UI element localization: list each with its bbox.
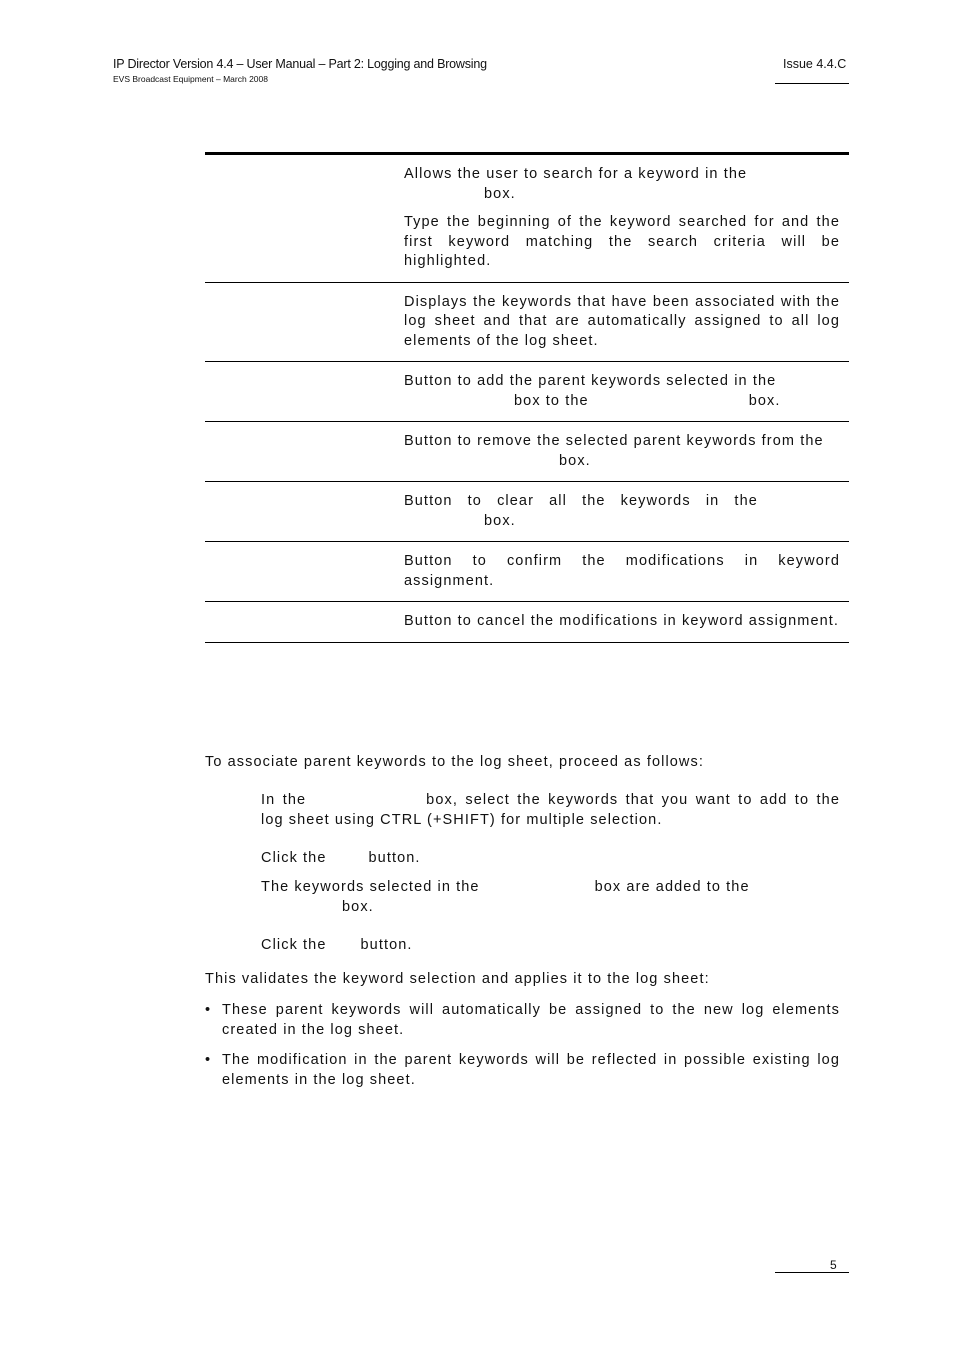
table-row bbox=[205, 283, 849, 363]
table-row bbox=[205, 482, 849, 542]
row-description: Button to add the parent keywords selected in the box to the box. bbox=[404, 373, 781, 409]
list-item: • These parent keywords will automatically be assigned to the new log elements created in the log sheet. bbox=[205, 1001, 840, 1040]
procedure-validates: This validates the keyword selection and applies it to the log sheet: bbox=[205, 971, 710, 987]
row-description: Button to cancel the modifications in keyword assignment. bbox=[404, 613, 840, 629]
bullet-icon: • bbox=[205, 1002, 212, 1018]
header-issue: Issue 4.4.C bbox=[783, 57, 847, 71]
table-row bbox=[205, 602, 849, 643]
procedure-step-3: The keywords selected in the box are added to the box. bbox=[261, 879, 750, 915]
table-row bbox=[205, 422, 849, 482]
procedure-step-2: Click the button. bbox=[261, 850, 421, 866]
table-row bbox=[205, 155, 849, 283]
header-rule bbox=[775, 83, 849, 84]
row-description: Button to clear all the keywords in the box. bbox=[404, 493, 758, 529]
table-row bbox=[205, 362, 849, 422]
table-row bbox=[205, 542, 849, 602]
bullet-icon: • bbox=[205, 1052, 212, 1068]
row-description: Button to remove the selected parent keywords from the box. bbox=[404, 433, 824, 469]
row-description-detail: Type the beginning of the keyword searched for and the first keyword matching the search criteria will be highlighted. bbox=[404, 214, 840, 269]
procedure-intro: To associate parent keywords to the log sheet, proceed as follows: bbox=[205, 754, 704, 770]
row-description: Allows the user to search for a keyword in the box. bbox=[404, 166, 748, 202]
footer-rule bbox=[775, 1272, 849, 1273]
header-title: IP Director Version 4.4 – User Manual – Part 2: Logging and Browsing bbox=[113, 57, 487, 71]
procedure-step-4: Click the button. bbox=[261, 937, 413, 953]
page-number: 5 bbox=[830, 1258, 837, 1272]
row-description: Displays the keywords that have been associated with the log sheet and that are automatically assigned to all log elements of the log sheet. bbox=[404, 293, 840, 349]
row-description: Button to confirm the modifications in keyword assignment. bbox=[404, 553, 840, 589]
procedure-step-1: In the box, select the keywords that you want to add to the log sheet using CTRL (+SHIFT) for multiple selection. bbox=[261, 792, 840, 828]
keyword-table bbox=[205, 152, 849, 643]
header-subtitle: EVS Broadcast Equipment – March 2008 bbox=[113, 74, 268, 84]
list-item: • The modification in the parent keywords will be reflected in possible existing log elements in the log sheet. bbox=[205, 1051, 840, 1090]
